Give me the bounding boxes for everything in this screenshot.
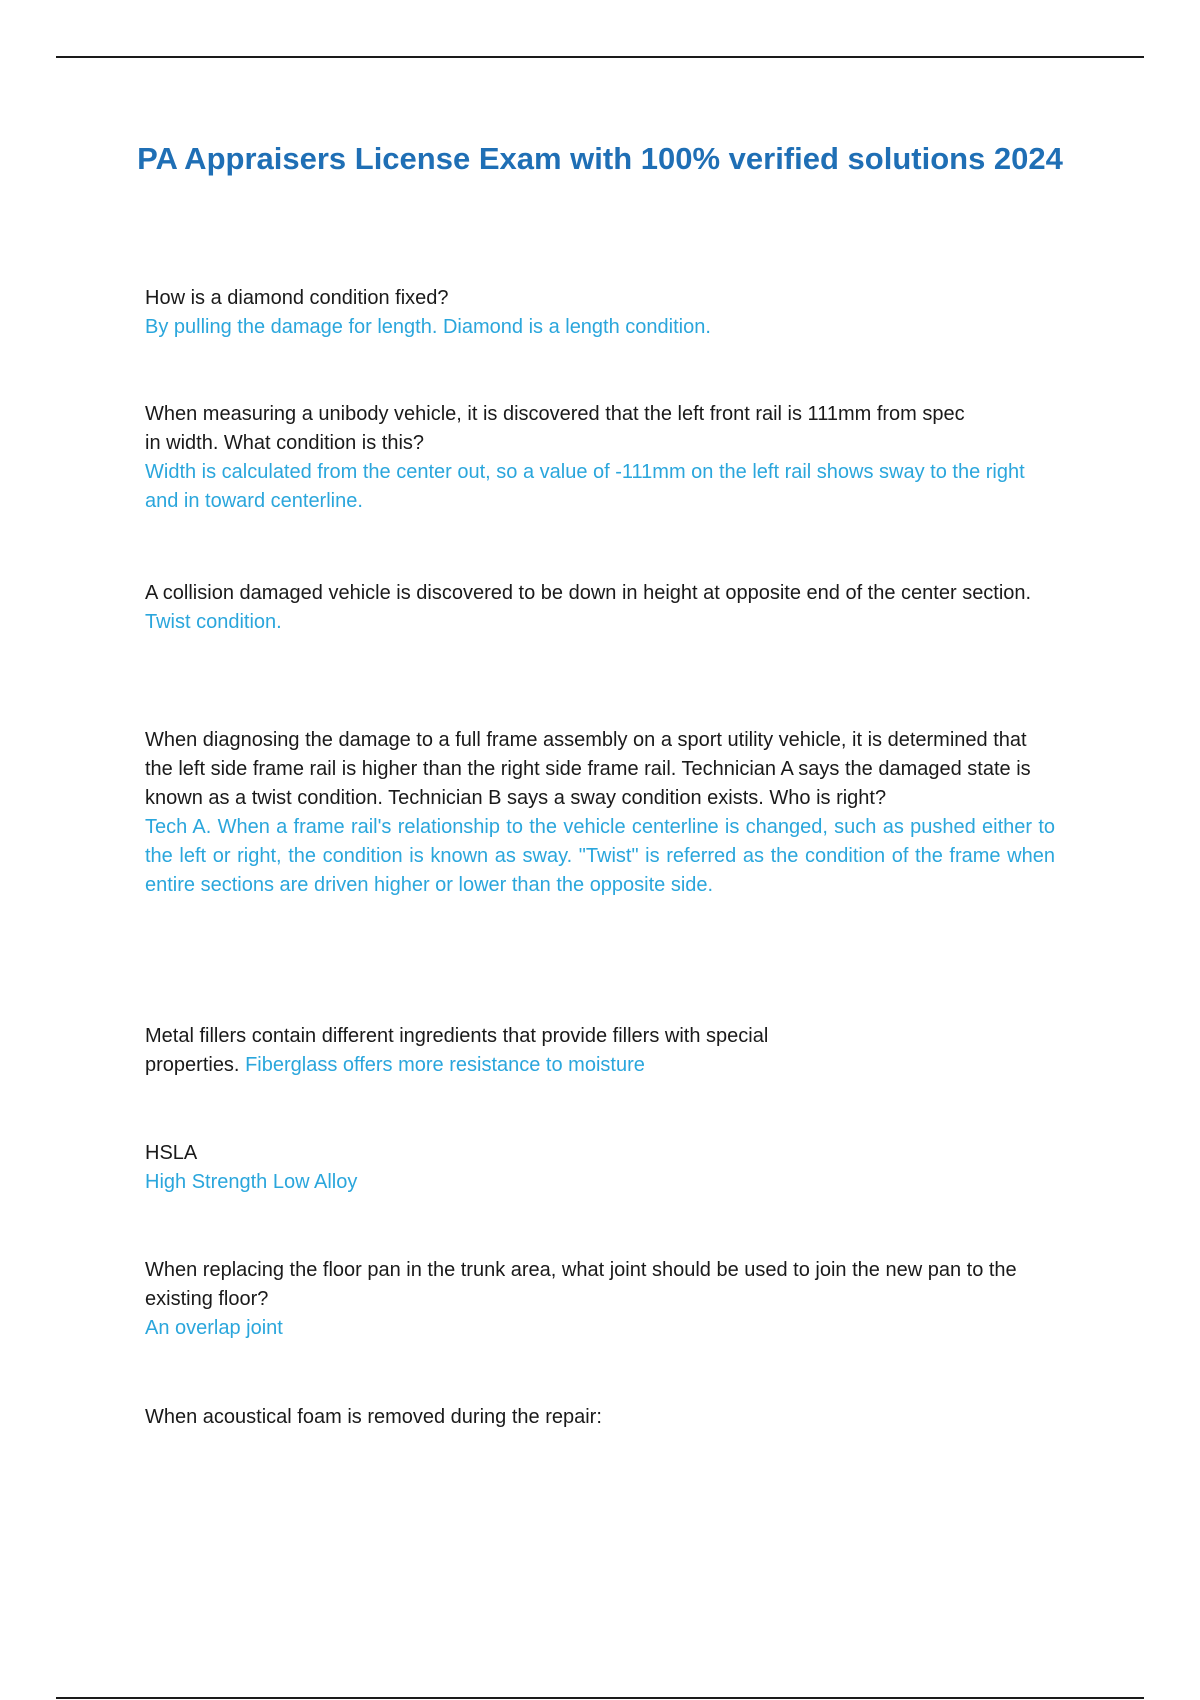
question-text: Metal fillers contain different ingredients that provide fillers with special properties. xyxy=(145,1025,769,1076)
qa-item xyxy=(145,400,965,458)
qa-item xyxy=(145,726,1055,900)
answer-text: High Strength Low Alloy xyxy=(145,1171,358,1193)
qa-item xyxy=(145,579,1055,637)
answer-text: By pulling the damage for length. Diamond is a length condition. xyxy=(145,316,711,338)
document-title: PA Appraisers License Exam with 100% verified solutions 2024 xyxy=(137,141,1063,176)
qa-item xyxy=(145,284,1055,342)
answer-text: Width is calculated from the center out, so a value of -111mm on the left rail shows sway to the right and in toward centerline. xyxy=(145,461,1025,512)
bottom-rule xyxy=(56,1697,1144,1699)
answer-text: An overlap joint xyxy=(145,1317,283,1339)
qa-item-answer-block xyxy=(145,458,1055,516)
top-rule xyxy=(56,56,1144,58)
qa-item xyxy=(145,1403,1055,1432)
qa-item xyxy=(145,1139,1055,1197)
answer-text: Twist condition. xyxy=(145,611,282,633)
question-text: How is a diamond condition fixed? xyxy=(145,287,449,309)
question-text: HSLA xyxy=(145,1142,198,1164)
question-text: When measuring a unibody vehicle, it is discovered that the left front rail is 111mm from spec in width. What condition is this? xyxy=(145,403,965,454)
question-text: When diagnosing the damage to a full frame assembly on a sport utility vehicle, it is determined that the left side frame rail is higher than the right side frame rail. Technician A says the damaged state is known as a twist condition. Technician B says a sway condition exists. Who is right? xyxy=(145,729,1031,809)
question-text: A collision damaged vehicle is discovered to be down in height at opposite end of the center section. xyxy=(145,582,1032,604)
qa-item xyxy=(145,1022,855,1080)
answer-text: Fiberglass offers more resistance to moisture xyxy=(245,1054,645,1076)
question-text: When replacing the floor pan in the trunk area, what joint should be used to join the new pan to the existing floor? xyxy=(145,1259,1017,1310)
answer-text: Tech A. When a frame rail's relationship to the vehicle centerline is changed, such as pushed either to the left or right, the condition is known as sway. "Twist" is referred as the condition of the frame when entire sections are driven higher or lower than the opposite side. xyxy=(145,816,1055,896)
question-text: When acoustical foam is removed during the repair: xyxy=(145,1406,602,1428)
qa-item xyxy=(145,1256,1055,1343)
